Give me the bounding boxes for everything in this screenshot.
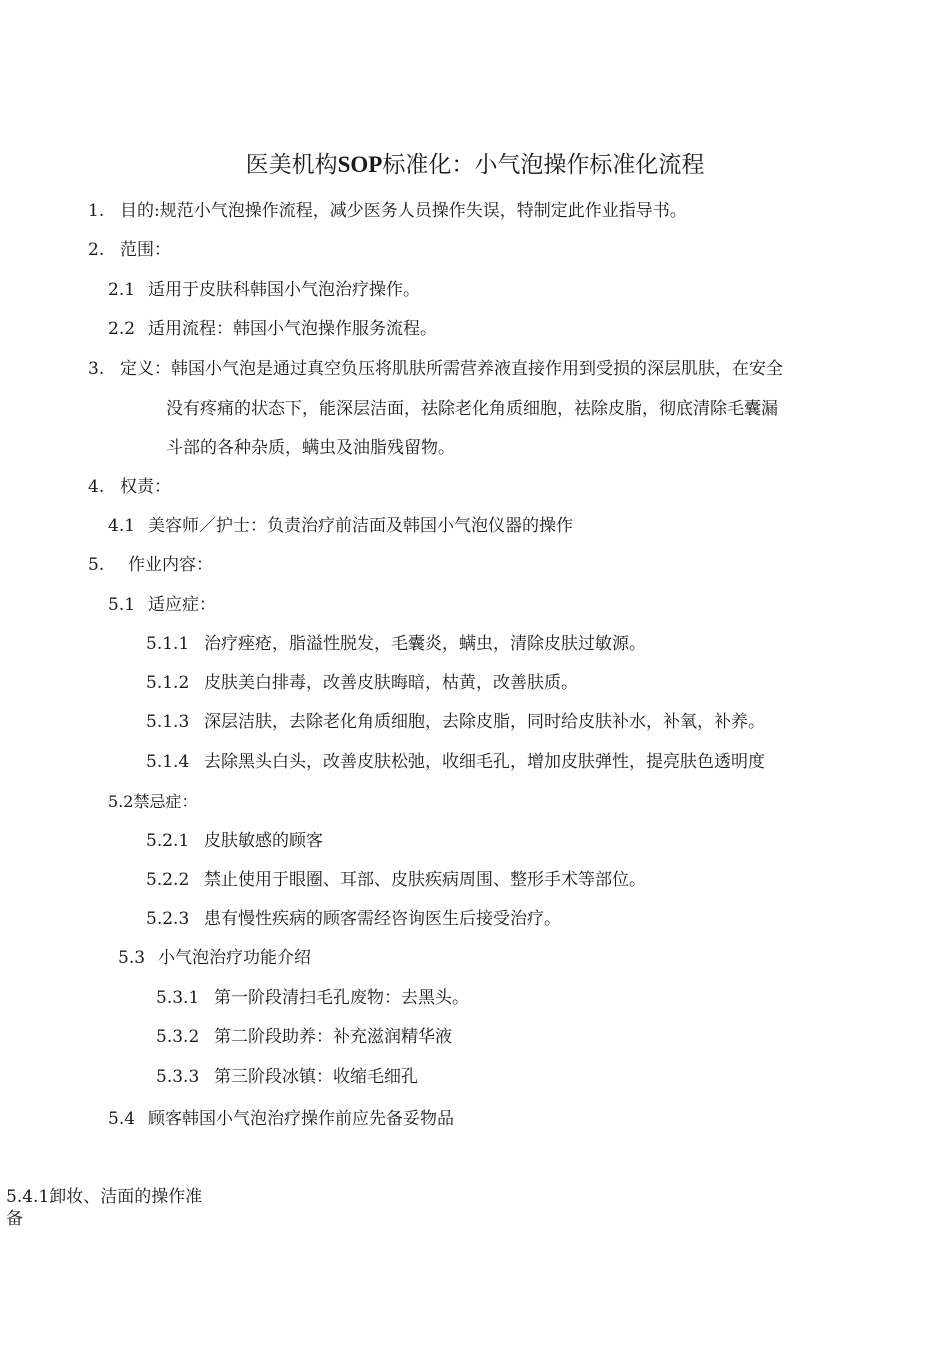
section-5-3-1: 5.3.1 第一阶段清扫毛孔废物：去黑头。 bbox=[156, 988, 469, 1008]
section-5-3-2: 5.3.2 第二阶段助养：补充滋润精华液 bbox=[156, 1027, 452, 1047]
section-5-2-3: 5.2.3 患有慢性疾病的顾客需经咨询医生后接受治疗。 bbox=[146, 909, 561, 929]
title-sop: SOP bbox=[337, 152, 383, 177]
section-3-definition-cont-1: 没有疼痛的状态下，能深层洁面，祛除老化角质细胞，祛除皮脂，彻底清除毛囊漏 bbox=[166, 399, 778, 419]
section-5-1-indications: 5.1 适应症： bbox=[108, 595, 216, 615]
section-2-scope: 2. 范围： bbox=[88, 240, 171, 260]
section-2-1: 2.1 适用于皮肤科韩国小气泡治疗操作。 bbox=[108, 280, 420, 300]
section-5-3-3: 5.3.3 第三阶段冰镇：收缩毛细孔 bbox=[156, 1067, 418, 1087]
section-2-2: 2.2 适用流程：韩国小气泡操作服务流程。 bbox=[108, 319, 437, 339]
section-5-4-1: 5.4.1卸妆、洁面的操作准 bbox=[6, 1187, 203, 1207]
section-5-1-3: 5.1.3 深层洁肤，去除老化角质细胞，去除皮脂，同时给皮肤补水，补氧，补养。 bbox=[146, 712, 765, 732]
section-4-responsibility: 4. 权责： bbox=[88, 477, 171, 497]
section-5-2-2: 5.2.2 禁止使用于眼圈、耳部、皮肤疾病周围、整形手术等部位。 bbox=[146, 870, 646, 890]
section-5-1-4: 5.1.4 去除黑头白头，改善皮肤松弛，收细毛孔，增加皮肤弹性，提亮肤色透明度 bbox=[146, 752, 765, 772]
document-title bbox=[0, 146, 950, 179]
section-5-3-functions: 5.3 小气泡治疗功能介绍 bbox=[118, 948, 311, 968]
section-4-1: 4.1 美容师／护士：负责治疗前洁面及韩国小气泡仪器的操作 bbox=[108, 516, 573, 536]
section-3-definition-cont-2: 斗部的各种杂质，螨虫及油脂残留物。 bbox=[166, 438, 455, 458]
section-5-1-1: 5.1.1 治疗痤疮，脂溢性脱发，毛囊炎，螨虫，清除皮肤过敏源。 bbox=[146, 634, 646, 654]
title-suffix: 标准化：小气泡操作标准化流程 bbox=[382, 152, 705, 178]
section-5-2-contraindications: 5.2禁忌症： bbox=[108, 792, 198, 811]
section-5-1-2: 5.1.2 皮肤美白排毒，改善皮肤晦暗，枯黄，改善肤质。 bbox=[146, 673, 578, 693]
section-5-content: 5. 作业内容： bbox=[88, 555, 213, 575]
section-1-purpose: 1. 目的:规范小气泡操作流程，减少医务人员操作失误，特制定此作业指导书。 bbox=[88, 201, 687, 221]
section-3-definition: 3. 定义：韩国小气泡是通过真空负压将肌肤所需营养液直接作用到受损的深层肌肤，在安全 bbox=[88, 359, 783, 379]
title-prefix: 医美机构 bbox=[245, 152, 338, 178]
section-5-2-1: 5.2.1 皮肤敏感的顾客 bbox=[146, 831, 323, 851]
section-5-4-preparation: 5.4 顾客韩国小气泡治疗操作前应先备妥物品 bbox=[108, 1109, 454, 1129]
section-5-4-1-cont: 备 bbox=[6, 1209, 23, 1229]
